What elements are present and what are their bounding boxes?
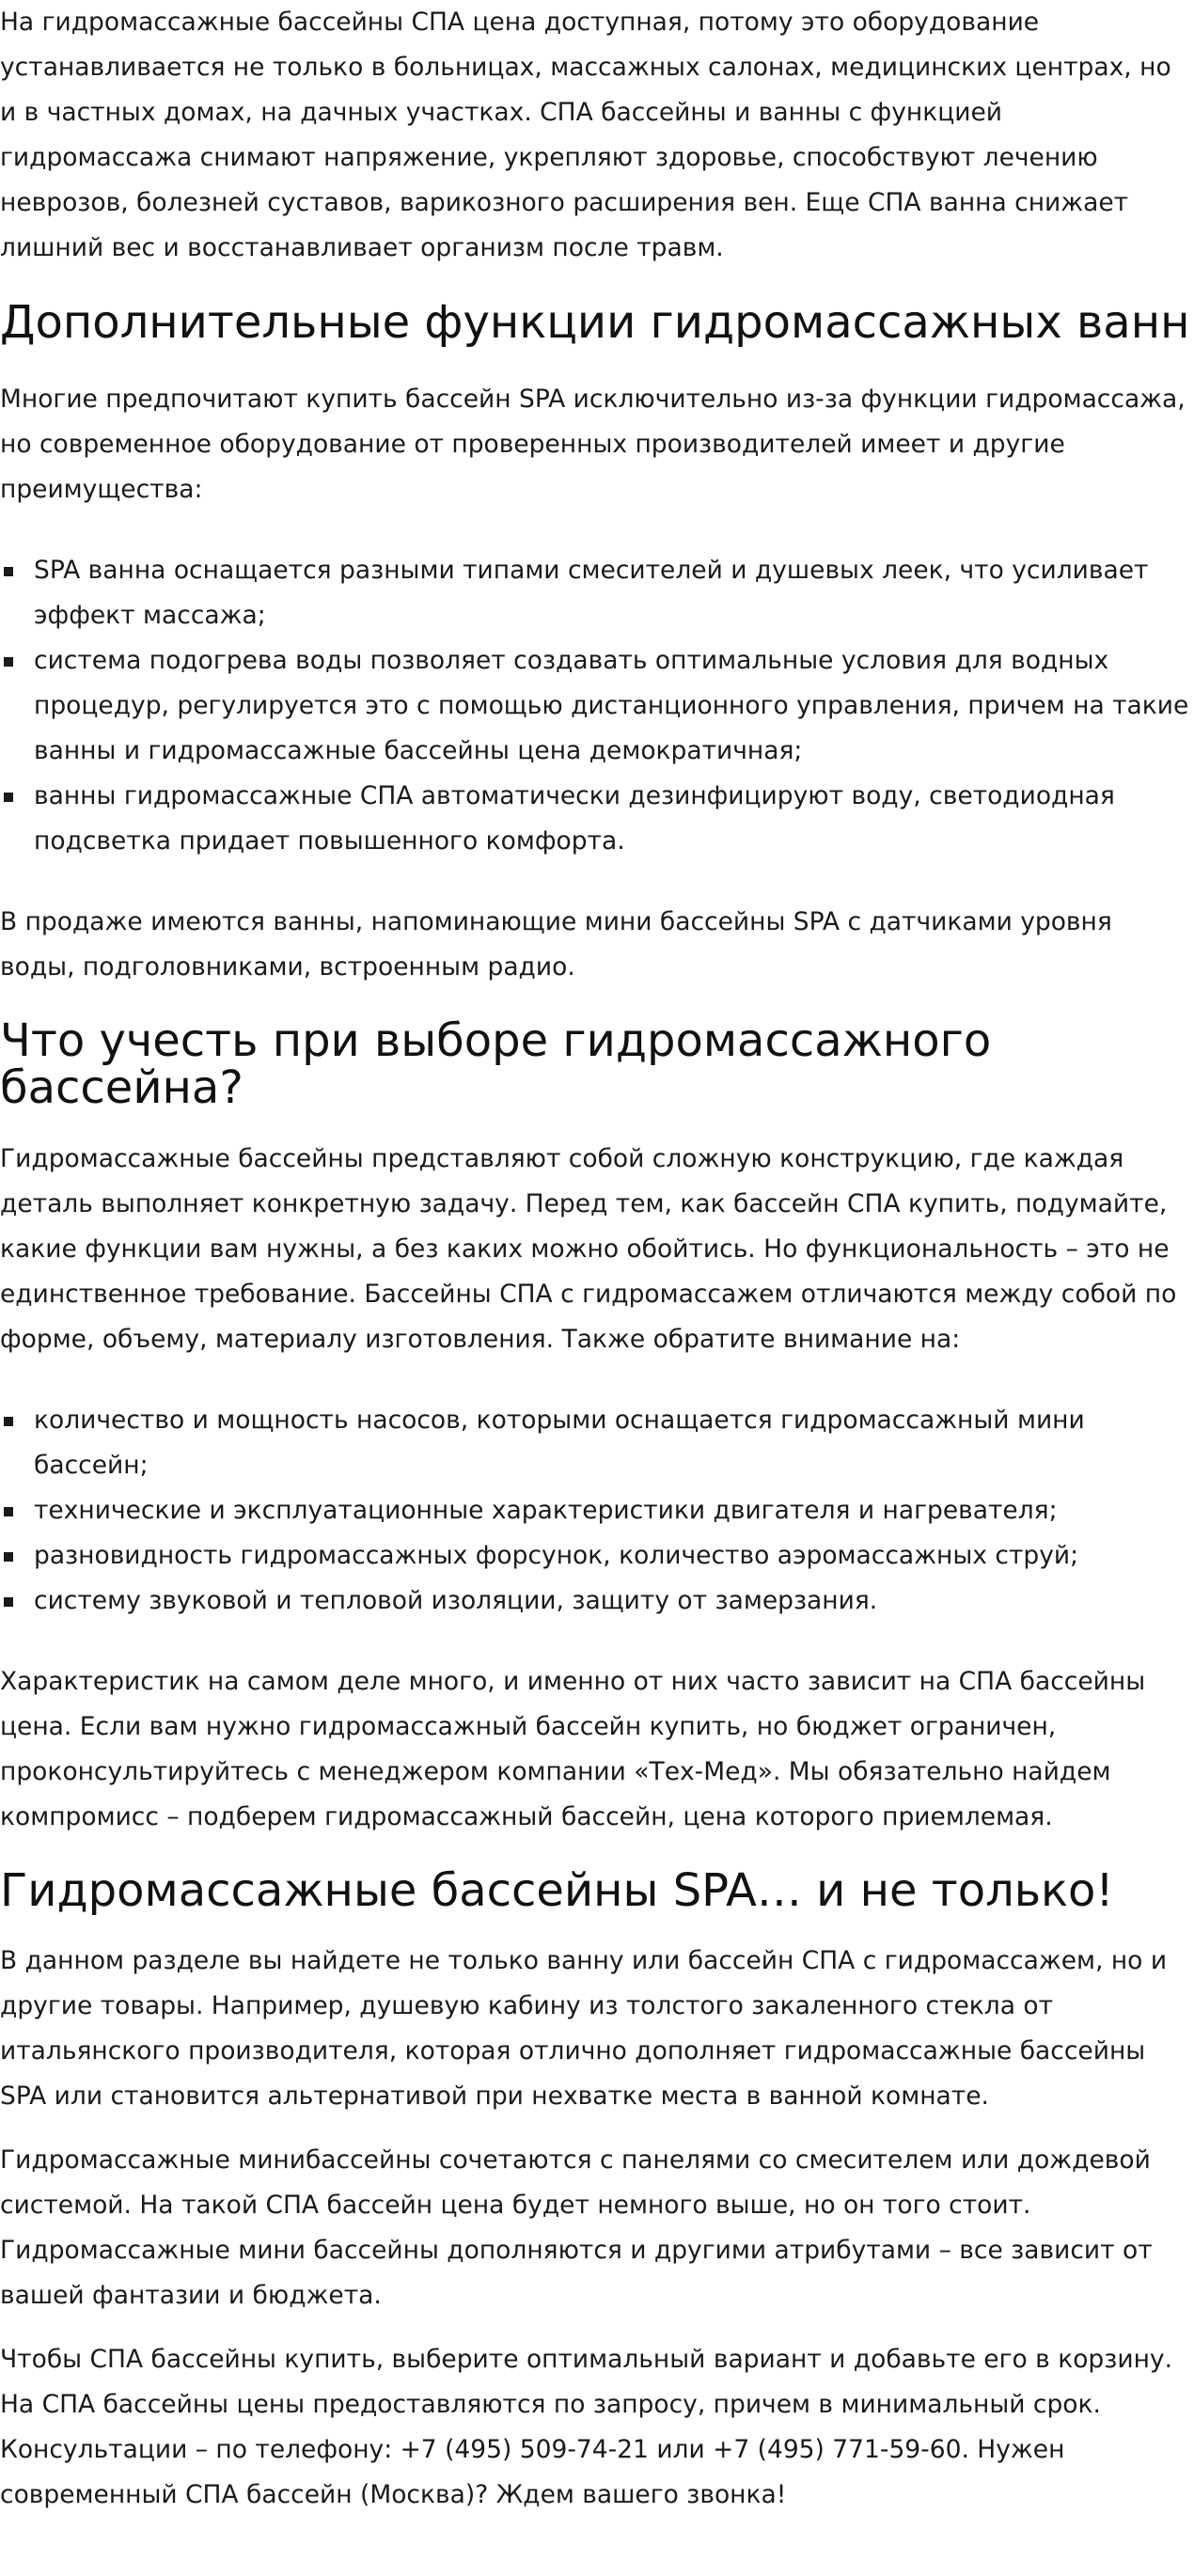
list-item-text: ванны гидромассажные СПА автоматически дезинфицируют воду, светодиодная подсветка придает повышенного комфорта. — [34, 781, 1115, 856]
functions-after-paragraph: В продаже имеются ванны, напоминающие мини бассейны SPA с датчиками уровня воды, подголовниками, встроенным радио. — [0, 907, 1112, 982]
list-item — [0, 774, 1194, 864]
list-item — [0, 1579, 1194, 1624]
list-item-text: технические и эксплуатационные характеристики двигателя и нагревателя; — [34, 1496, 1058, 1525]
list-item — [0, 1533, 1194, 1579]
bullet-icon — [4, 1507, 13, 1516]
functions-list — [0, 548, 1194, 864]
bullet-icon — [4, 1417, 13, 1426]
spa-paragraph-2: Гидромассажные минибассейны сочетаются с панелями со смесителем или дождевой системой. На такой СПА бассейн цена будет немного выше, но он того стоит. Гидромассажные мини бассейны дополняются и другими атрибутами – все зависит от вашей фантазии и бюджета. — [0, 2145, 1153, 2310]
spa-paragraph-3: Чтобы СПА бассейны купить, выберите оптимальный вариант и добавьте его в корзину. На СПА бассейны цены предоставляются по запросу, причем в минимальный срок. Консультации – по телефону: +7 (495) 509-74-21 или +7 (495) 771-59-60. Нужен современный СПА бассейн (Москва)? Ждем вашего звонка! — [0, 2345, 1173, 2509]
list-item-text: количество и мощность насосов, которыми оснащается гидромассажный мини бассейн; — [34, 1406, 1085, 1480]
list-item-text: система подогрева воды позволяет создавать оптимальные условия для водных процедур, регулируется это с помощью дистанционного управления, причем на такие ванны и гидромассажные бассейны цена демократичная; — [34, 646, 1189, 765]
list-item — [0, 638, 1194, 774]
bullet-icon — [4, 1597, 13, 1607]
section-heading-spa: Гидромассажные бассейны SPA… и не только! — [0, 1864, 1114, 1917]
bullet-icon — [4, 657, 13, 667]
choice-after-paragraph: Характеристик на самом деле много, и именно от них часто зависит на СПА бассейны цена. Если вам нужно гидромассажный бассейн купить, но бюджет ограничен, проконсультируйтесь с менеджером компании «Тех-Мед». Мы обязательно найдем компромисс – подберем гидромассажный бассейн, цена которого приемлемая. — [0, 1667, 1146, 1831]
bullet-icon — [4, 793, 13, 802]
list-item-text: SPA ванна оснащается разными типами смесителей и душевых леек, что усиливает эффект массажа; — [34, 556, 1149, 630]
section-heading-functions: Дополнительные функции гидромассажных ванн — [0, 296, 1190, 349]
choice-list — [0, 1398, 1194, 1624]
list-item — [0, 1398, 1194, 1488]
section-heading-choice: Что учесть при выборе гидромассажного бассейна? — [0, 1014, 992, 1114]
list-item-text: систему звуковой и тепловой изоляции, защиту от замерзания. — [34, 1586, 878, 1615]
choice-paragraph: Гидромассажные бассейны представляют собой сложную конструкцию, где каждая деталь выполняет конкретную задачу. Перед тем, как бассейн СПА купить, подумайте, какие функции вам нужны, а без каких можно обойтись. Но функциональность – это не единственное требование. Бассейны СПА с гидромассажем отличаются между собой по форме, объему, материалу изготовления. Также обратите внимание на: — [0, 1144, 1177, 1354]
spa-paragraph-1: В данном разделе вы найдете не только ванну или бассейн СПА с гидромассажем, но и другие товары. Например, душевую кабину из толстого закаленного стекла от итальянского производителя, которая отлично дополняет гидромассажные бассейны SPA или становится альтернативой при нехватке места в ванной комнате. — [0, 1946, 1168, 2111]
bullet-icon — [4, 567, 13, 576]
list-item — [0, 1488, 1194, 1533]
bullet-icon — [4, 1552, 13, 1562]
list-item-text: разновидность гидромассажных форсунок, количество аэромассажных струй; — [34, 1541, 1079, 1570]
list-item — [0, 548, 1194, 638]
functions-paragraph: Многие предпочитают купить бассейн SPA исключительно из-за функции гидромассажа, но современное оборудование от проверенных производителей имеет и другие преимущества: — [0, 385, 1186, 504]
intro-paragraph: На гидромассажные бассейны СПА цена доступная, потому это оборудование устанавливается не только в больницах, массажных салонах, медицинских центрах, но и в частных домах, на дачных участках. СПА бассейны и ванны с функцией гидромассажа снимают напряжение, укрепляют здоровье, способствуют лечению неврозов, болезней суставов, варикозного расширения вен. Еще СПА ванна снижает лишний вес и восстанавливает организм после травм. — [0, 8, 1171, 262]
